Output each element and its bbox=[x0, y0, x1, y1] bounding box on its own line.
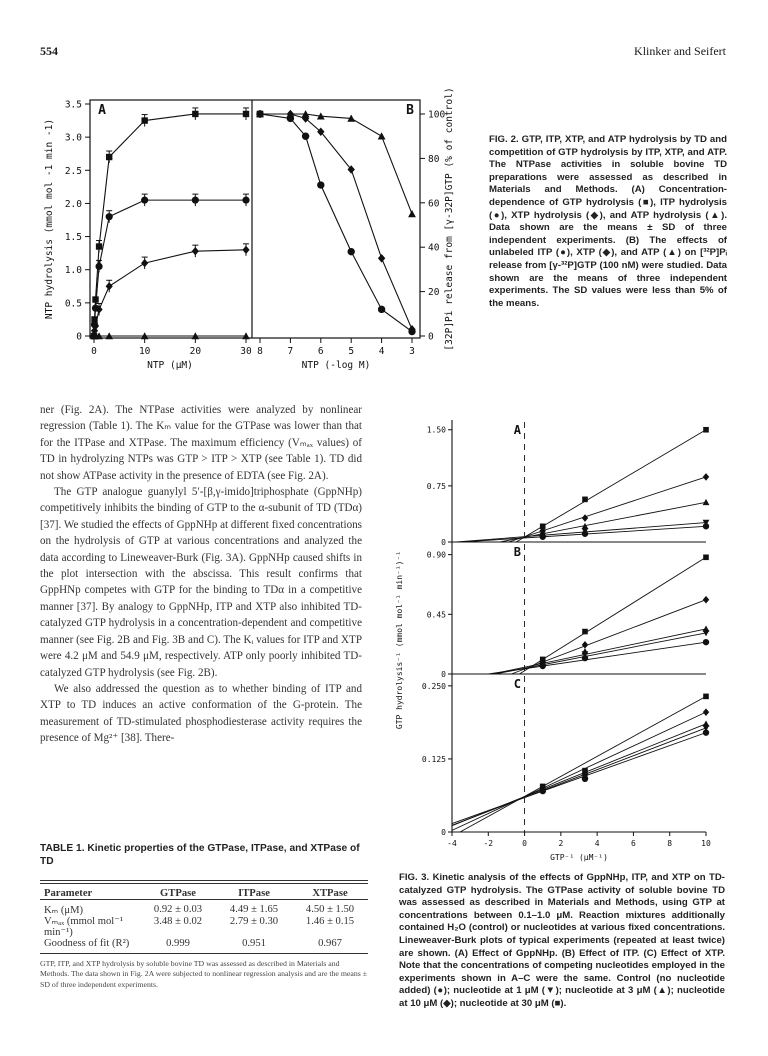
fig2-caption-text: GTP, ITP, XTP, and ATP hydrolysis by TD and competition of GTP hydrolysis by ITP, XTP, and ATP. The NTPase activities in soluble bovine TD preparations were assessed as described in Materials and Methods. (A) Concentration-dependence of GTP hydrolysis (■), ITP hydrolysis (●), XTP hydrolysis (◆), and ATP hydrolysis (▲). Data shown are the means ± SD of three independent experiments. (B) The effects of unlabeled ITP (●), XTP (◆), and ATP (▲) on [³²P]Pᵢ release from [γ-³²P]GTP (100 nM) were studied. Data shown are the means of three independent experiments. The SD values were less than 5% of the means. bbox=[489, 134, 727, 309]
col-header: ITPase bbox=[238, 888, 270, 899]
x-tick-label: 30 bbox=[240, 346, 252, 357]
diamond-marker bbox=[192, 247, 199, 255]
y-tick-label: 20 bbox=[428, 287, 440, 299]
circle-marker bbox=[540, 788, 546, 794]
fig2-caption-label: FIG. 2. bbox=[489, 134, 519, 145]
table-row bbox=[40, 938, 368, 949]
table-cell: Vₘₐₓ (mmol mol⁻¹ min⁻¹) bbox=[44, 916, 124, 938]
figure-3-plots bbox=[395, 420, 711, 862]
circle-marker bbox=[302, 133, 309, 140]
square-marker bbox=[243, 111, 249, 117]
fit-line-diamond bbox=[452, 712, 706, 830]
x-tick-label: 4 bbox=[594, 839, 600, 848]
y-tick-label: 0 bbox=[441, 670, 446, 679]
diamond-marker bbox=[703, 473, 709, 481]
x-tick-label: 20 bbox=[189, 346, 202, 357]
diamond-marker bbox=[242, 246, 249, 254]
square-marker bbox=[141, 117, 147, 123]
y-tick-label: 0.75 bbox=[426, 481, 446, 491]
diamond-marker bbox=[703, 596, 709, 604]
panel-label-b: B bbox=[406, 103, 414, 118]
x-tick-label: -2 bbox=[483, 839, 494, 848]
col-header: GTPase bbox=[160, 888, 196, 899]
table-cell: 2.79 ± 0.30 bbox=[229, 916, 279, 927]
y-axis-label: NTP hydrolysis (mmol mol -1 min -1) bbox=[44, 118, 55, 320]
fit-line-inverted-triangle bbox=[456, 523, 706, 542]
y-tick-label: 0 bbox=[428, 331, 434, 343]
y-tick-label: 2.0 bbox=[64, 198, 82, 210]
y-tick-label: 2.5 bbox=[64, 165, 82, 177]
table-header-row bbox=[40, 888, 368, 900]
diamond-marker bbox=[106, 282, 113, 290]
table-cell: Goodness of fit (R²) bbox=[44, 938, 130, 949]
y-tick-label: 1.50 bbox=[426, 425, 446, 435]
x-axis-label: NTP (μM) bbox=[147, 360, 193, 371]
fig2-caption bbox=[489, 134, 727, 310]
fig3-caption-label: FIG. 3. bbox=[399, 872, 430, 883]
y-tick-label: 0 bbox=[441, 538, 446, 547]
table-1-grid bbox=[40, 888, 368, 949]
circle-marker bbox=[703, 523, 709, 529]
circle-marker bbox=[192, 197, 199, 204]
fig3-caption-text: Kinetic analysis of the effects of GppNHp, ITP, and XTP on TD-catalyzed GTP hydrolysis. The GTPase activity of soluble bovine TD was assessed as described in Materials and Methods, using GTP at concentrations between 0.1–1.0 μM. Reaction mixtures additionally contained H₂O (control) or nucleotides at various fixed concentrations. Lineweaver-Burk plots of typical experiments (repeated at least twice) are shown. (A) Effect of GppNHp. (B) Effect of ITP. (C) Effect of XTP. Note that the concentrations of competing nucleotides employed in the experiments shown in A–C were the same. Control (no nucleotide added) (●); nucleotide at 1 μM (▼); nucleotide at 3 μM (▲); nucleotide at 10 μM (◆); nucleotide at 30 μM (■). bbox=[399, 872, 725, 1009]
fig3-caption bbox=[399, 872, 725, 1011]
fit-line-circle bbox=[452, 733, 706, 824]
y-tick-label: 1.5 bbox=[64, 232, 82, 244]
x-tick-label: 10 bbox=[138, 346, 151, 357]
x-tick-label: 10 bbox=[701, 839, 711, 848]
square-marker bbox=[703, 694, 709, 700]
x-axis-label: NTP (-log M) bbox=[301, 360, 371, 371]
y-tick-label: 60 bbox=[428, 198, 440, 210]
figure-2-plots bbox=[44, 87, 455, 371]
figure-3 bbox=[388, 410, 734, 862]
table-cell: 0.92 ± 0.03 bbox=[153, 904, 203, 915]
body-text bbox=[40, 402, 362, 747]
body-paragraph-3: We also addressed the question as to whether binding of ITP and XTP to TD induces an active conformation of the G-protein. The measurement of TD-stimulated phosphodiesterase activity requires the presence of Mg²⁺ [38]. There- bbox=[40, 682, 362, 745]
fit-line-circle bbox=[488, 642, 706, 674]
square-marker bbox=[703, 427, 709, 433]
table-cell: Kₘ (μM) bbox=[44, 905, 84, 916]
circle-marker bbox=[95, 263, 102, 270]
square-marker bbox=[106, 154, 112, 160]
table-cell: 4.49 ± 1.65 bbox=[229, 904, 279, 915]
diamond-marker bbox=[378, 254, 385, 263]
triangle-marker bbox=[378, 132, 386, 139]
fit-line-square bbox=[460, 696, 706, 832]
fit-line-inverted-triangle bbox=[452, 728, 706, 825]
circle-marker bbox=[348, 248, 355, 255]
table-row bbox=[40, 904, 368, 916]
y-tick-label: 80 bbox=[428, 153, 440, 165]
x-tick-label: 4 bbox=[378, 346, 385, 357]
diamond-marker bbox=[582, 514, 588, 522]
y-tick-label: 0.250 bbox=[421, 681, 446, 691]
circle-marker bbox=[540, 663, 546, 669]
series-line-triangle bbox=[260, 114, 412, 214]
diamond-marker bbox=[141, 259, 148, 267]
y-tick-label: 0.5 bbox=[64, 298, 82, 310]
circle-marker bbox=[582, 655, 588, 661]
triangle-marker bbox=[408, 210, 416, 217]
x-tick-label: 6 bbox=[631, 839, 636, 848]
col-header: Parameter bbox=[44, 888, 93, 899]
circle-marker bbox=[703, 639, 709, 645]
square-marker bbox=[582, 497, 588, 503]
table-cell: 0.951 bbox=[242, 938, 266, 949]
y-tick-label: 0 bbox=[441, 828, 446, 837]
figure-2 bbox=[38, 86, 460, 392]
circle-marker bbox=[582, 531, 588, 537]
square-marker bbox=[582, 629, 588, 635]
circle-marker bbox=[141, 197, 148, 204]
circle-marker bbox=[317, 181, 324, 188]
square-marker bbox=[192, 111, 198, 117]
x-axis-label: GTP⁻¹ (μM⁻¹) bbox=[550, 853, 608, 862]
diamond-marker bbox=[703, 708, 709, 716]
square-marker bbox=[96, 243, 102, 249]
col-header: XTPase bbox=[312, 888, 348, 899]
table-cell: 0.999 bbox=[166, 938, 190, 949]
series-line-circle bbox=[94, 200, 246, 336]
square-marker bbox=[703, 554, 709, 560]
table-cell: 3.48 ± 0.02 bbox=[153, 916, 203, 927]
table-1 bbox=[40, 842, 368, 990]
y-axis-label: [32P]Pi release from [γ-32P]GTP (% of control) bbox=[444, 87, 455, 351]
body-paragraph-2: The GTP analogue guanylyl 5′-[β,γ-imido]triphosphate (GppNHp) competitively inhibits the binding of GTP to the α-subunit of TD (TDα) [37]. We studied the effects of GppNHp at different fixed concentrations on the hydrolysis of GTP at various concentrations and analyzed the data according to Lineweaver-Burk (Fig. 3A). GppNHp caused shifts in the plot intersection with the abscissa. This result confirms that GppHNp competes with GTP for the binding to TDα in a competitive manner [37]. By analogy to GppNHp, ITP and XTP also inhibited TD-catalyzed GTP hydrolysis in a concentration-dependent and competitive manner (see Fig. 2B and Fig. 3B and C). The Kᵢ values for ITP and XTP were 4.2 μM and 54.9 μM, respectively. ATP only poorly inhibited TD-catalyzed GTP hydrolysis (see Fig. 2B). bbox=[40, 486, 362, 679]
fit-line-square bbox=[519, 557, 706, 674]
diamond-marker bbox=[582, 641, 588, 649]
y-tick-label: 0.90 bbox=[426, 550, 446, 560]
fit-line-inverted-triangle bbox=[495, 633, 706, 674]
table-cell: 4.50 ± 1.50 bbox=[305, 904, 355, 915]
y-tick-label: 40 bbox=[428, 242, 440, 254]
table-row bbox=[40, 916, 368, 938]
body-paragraph-1: ner (Fig. 2A). The NTPase activities were analyzed by nonlinear regression (Table 1). The Kₘ value for the GTPase was lower than that for the ITPase and XTPase. The maximum efficiency (Vₘₐₓ values) of TD in hydrolyzing NTPs was GTP > ITP > XTP (see Table 1). TD did not show ATPase activity in the presence of EDTA (see Fig. 2A). bbox=[40, 404, 362, 482]
y-tick-label: 0.45 bbox=[426, 610, 446, 620]
x-tick-label: 8 bbox=[667, 839, 673, 848]
circle-marker bbox=[242, 197, 249, 204]
series-line-diamond bbox=[94, 250, 246, 336]
series-line-square bbox=[94, 114, 246, 336]
series-line-diamond bbox=[260, 114, 412, 329]
panel-label-a: A bbox=[513, 423, 521, 437]
x-tick-label: 7 bbox=[287, 346, 294, 357]
y-tick-label: 3.5 bbox=[64, 99, 82, 111]
circle-marker bbox=[540, 534, 546, 540]
square-marker bbox=[257, 111, 264, 118]
table-cell: 0.967 bbox=[318, 938, 342, 949]
x-tick-label: 0 bbox=[522, 839, 527, 848]
table-1-footnote: GTP, ITP, and XTP hydrolysis by soluble bovine TD was assessed as described in Materials and Methods. The data shown in Fig. 2A were subjected to nonlinear regression analysis and are the means ± SD of three independent experiments. bbox=[40, 959, 367, 989]
x-tick-label: 2 bbox=[558, 839, 564, 848]
x-tick-label: 0 bbox=[91, 346, 97, 357]
x-tick-label: 3 bbox=[409, 346, 415, 357]
series-line-circle bbox=[260, 114, 412, 332]
y-tick-label: 100 bbox=[428, 109, 446, 121]
panel-label-b: B bbox=[513, 545, 521, 559]
y-tick-label: 0.125 bbox=[421, 754, 446, 764]
table-1-title: TABLE 1. Kinetic properties of the GTPase, ITPase, and XTPase of TD bbox=[40, 843, 360, 867]
panel-label-a: A bbox=[98, 103, 106, 118]
circle-marker bbox=[106, 213, 113, 220]
table-cell: 1.46 ± 0.15 bbox=[305, 916, 355, 927]
x-tick-label: 5 bbox=[348, 346, 355, 357]
circle-marker bbox=[378, 306, 385, 313]
y-axis-label: GTP hydrolysis⁻¹ (mmol mol⁻¹ min⁻¹)⁻¹ bbox=[395, 550, 404, 730]
triangle-marker bbox=[703, 499, 710, 505]
x-tick-label: 8 bbox=[257, 346, 263, 357]
x-tick-label: 6 bbox=[317, 346, 324, 357]
y-tick-label: 3.0 bbox=[64, 132, 82, 144]
fig2-frame bbox=[90, 100, 420, 338]
running-head: Klinker and Seifert bbox=[634, 44, 726, 58]
x-tick-label: -4 bbox=[447, 839, 457, 848]
page-number: 554 bbox=[40, 44, 58, 58]
circle-marker bbox=[703, 729, 709, 735]
panel-label-c: C bbox=[513, 677, 521, 691]
y-tick-label: 1.0 bbox=[64, 265, 82, 277]
circle-marker bbox=[582, 776, 588, 782]
y-tick-label: 0 bbox=[76, 331, 82, 343]
